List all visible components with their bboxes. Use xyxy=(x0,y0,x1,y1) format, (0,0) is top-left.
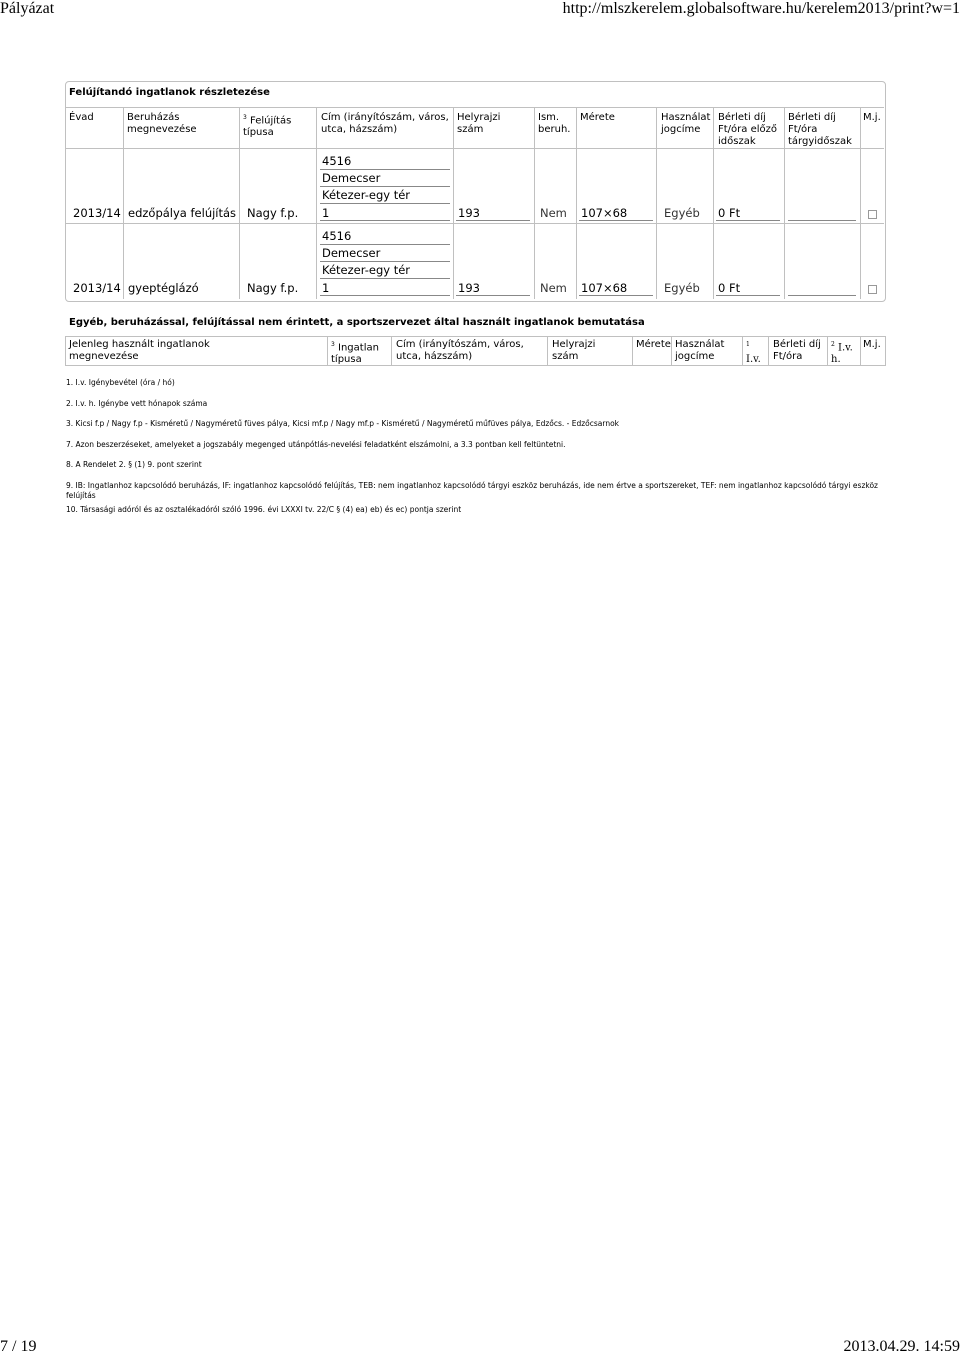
footnote: 9. IB: Ingatlanhoz kapcsolódó beruházás, IF: ingatlanhoz kapcsolódó felújítás, TEB: nem ingatlanhoz kapcsolódó tárgyi eszköz beruházás, ide nem értve a sportszereket, TEF: nem ingatlanhoz kapcsolódó tárgyi eszköz felújítás xyxy=(66,480,878,500)
col-header-cim: Cím (irányítószám, város, utca, házszám) xyxy=(321,112,449,135)
row-megnevezes: gyeptéglázó xyxy=(128,281,199,295)
row-jogcim-select: Egyéb xyxy=(664,281,700,295)
field-underline xyxy=(320,186,450,187)
col-divider xyxy=(671,337,672,365)
col-divider xyxy=(768,337,769,365)
col-header-berleti: Bérleti díj Ft/óra xyxy=(773,339,821,362)
row-irsz: 4516 xyxy=(322,229,352,243)
footnote: 2. I.v. h. Igénybe vett hónapok száma xyxy=(66,398,208,408)
col-divider xyxy=(656,107,657,299)
col-header-ingatlan-tipusa: $^3$ Ingatlan típusa xyxy=(331,341,379,366)
col-divider xyxy=(316,107,317,299)
row-berleti-elozo: 0 Ft xyxy=(718,281,741,295)
col-divider xyxy=(713,107,714,299)
col-divider xyxy=(327,337,328,365)
print-title: Pályázat xyxy=(0,0,55,17)
col-divider xyxy=(576,107,577,299)
col-divider xyxy=(784,107,785,299)
mj-checkbox xyxy=(868,210,877,219)
col-header-berleti-targy: Bérleti díj Ft/óra tárgyidőszak xyxy=(788,112,852,147)
col-header-ism-beruh: Ism. beruh. xyxy=(538,112,571,135)
row-evad: 2013/14 xyxy=(73,281,121,295)
row-varos: Demecser xyxy=(322,246,381,260)
col-header-hasznalat: Használat jogcíme xyxy=(661,112,711,135)
row-varos: Demecser xyxy=(322,171,381,185)
col-header-iv: $^1$ I.v. xyxy=(746,341,761,366)
footnote: 1. I.v. Igénybevétel (óra / hó) xyxy=(66,378,175,387)
col-divider xyxy=(742,337,743,365)
mj-checkbox xyxy=(868,285,877,294)
col-divider xyxy=(453,107,454,299)
field-underline xyxy=(320,244,450,245)
field-underline xyxy=(788,295,856,296)
row-utca: Kétezer-egy tér xyxy=(322,263,411,277)
field-underline xyxy=(320,220,450,221)
footnote: 10. Társasági adóról és az osztalékadóról szóló 1996. évi LXXXI tv. 22/C § (4) ea) eb) és ec) pontja szerint xyxy=(66,504,462,514)
row-megnevezes: edzőpálya felújítás xyxy=(128,206,237,220)
field-underline xyxy=(788,220,856,221)
col-header-beruhazas: Beruházás megnevezése xyxy=(127,112,197,135)
field-underline xyxy=(320,261,450,262)
row-utca: Kétezer-egy tér xyxy=(322,188,411,202)
field-underline xyxy=(716,295,780,296)
col-header-merete: Mérete xyxy=(580,112,615,123)
field-underline xyxy=(716,220,780,221)
field-underline xyxy=(320,295,450,296)
row-berleti-elozo: 0 Ft xyxy=(718,206,741,220)
footnote: 7. Azon beszerzéseket, amelyeket a jogszabály megenged utánpótlás-nevelési feladatként elszámolni, a 3.3 pontban kell feltüntetni. xyxy=(66,439,566,449)
col-divider xyxy=(547,337,548,365)
field-underline xyxy=(456,220,530,221)
row-hazszam: 1 xyxy=(322,206,330,220)
row-merete: 107×68 xyxy=(581,281,628,295)
col-header-felujitas-tipusa: $^3$ Felújítás típusa xyxy=(243,114,292,139)
page-counter: 7 / 19 xyxy=(0,1338,37,1355)
section-title-renovation: Felújítandó ingatlanok részletezése xyxy=(69,87,270,98)
col-header-evad: Évad xyxy=(69,112,94,123)
col-divider xyxy=(860,107,861,299)
row-separator xyxy=(66,223,884,224)
col-divider xyxy=(534,107,535,299)
col-header-merete: Mérete xyxy=(636,339,671,350)
header-bottom-rule xyxy=(66,148,884,149)
col-header-helyrajzi: Helyrajzi szám xyxy=(552,339,596,362)
row-irsz: 4516 xyxy=(322,154,352,168)
col-divider xyxy=(827,337,828,365)
col-header-hasznalat: Használat jogcíme xyxy=(675,339,725,362)
col-header-mj: M.j. xyxy=(863,339,881,350)
row-ism-select: Nem xyxy=(540,281,567,295)
row-helyrajzi: 193 xyxy=(458,281,480,295)
row-ism-select: Nem xyxy=(540,206,567,220)
section-title-other-properties: Egyéb, beruházással, felújítással nem érintett, a sportszervezet által használt ingatlanok bemutatása xyxy=(69,317,645,328)
row-helyrajzi: 193 xyxy=(458,206,480,220)
col-divider xyxy=(239,107,240,299)
field-underline xyxy=(579,220,653,221)
field-underline xyxy=(320,203,450,204)
col-header-berleti-elozo: Bérleti díj Ft/óra előző időszak xyxy=(718,112,777,147)
col-divider xyxy=(123,107,124,299)
row-merete: 107×68 xyxy=(581,206,628,220)
field-underline xyxy=(456,295,530,296)
col-header-mj: M.j. xyxy=(863,112,881,123)
footnote: 8. A Rendelet 2. § (1) 9. pont szerint xyxy=(66,460,202,469)
print-timestamp: 2013.04.29. 14:59 xyxy=(843,1338,960,1355)
row-jogcim-select: Egyéb xyxy=(664,206,700,220)
footnotes xyxy=(66,378,886,525)
col-header-ivh: $^2$ I.v. h. xyxy=(831,341,853,366)
footnote: 3. Kicsi f.p / Nagy f.p - Kisméretű / Nagyméretű füves pálya, Kicsi mf.p / Nagy mf.p - Kisméretű / Nagyméretű műfüves pálya, Edzőcs. - Edzőcsarnok xyxy=(66,419,620,428)
row-hazszam: 1 xyxy=(322,281,330,295)
browser-print-header xyxy=(0,0,960,22)
row-tipus: Nagy f.p. xyxy=(247,281,299,295)
col-divider xyxy=(632,337,633,365)
header-top-rule xyxy=(66,107,884,108)
row-evad: 2013/14 xyxy=(73,206,121,220)
col-divider xyxy=(860,337,861,365)
field-underline xyxy=(320,169,450,170)
field-underline xyxy=(320,278,450,279)
col-header-jelenleg: Jelenleg használt ingatlanok megnevezése xyxy=(69,339,210,362)
col-divider xyxy=(391,337,392,365)
col-header-helyrajzi: Helyrajzi szám xyxy=(457,112,501,135)
row-tipus: Nagy f.p. xyxy=(247,206,299,220)
field-underline xyxy=(579,295,653,296)
col-header-cim: Cím (irányítószám, város, utca, házszám) xyxy=(396,339,524,362)
print-url: http://mlszkerelem.globalsoftware.hu/kerelem2013/print?w=1 xyxy=(562,0,960,17)
